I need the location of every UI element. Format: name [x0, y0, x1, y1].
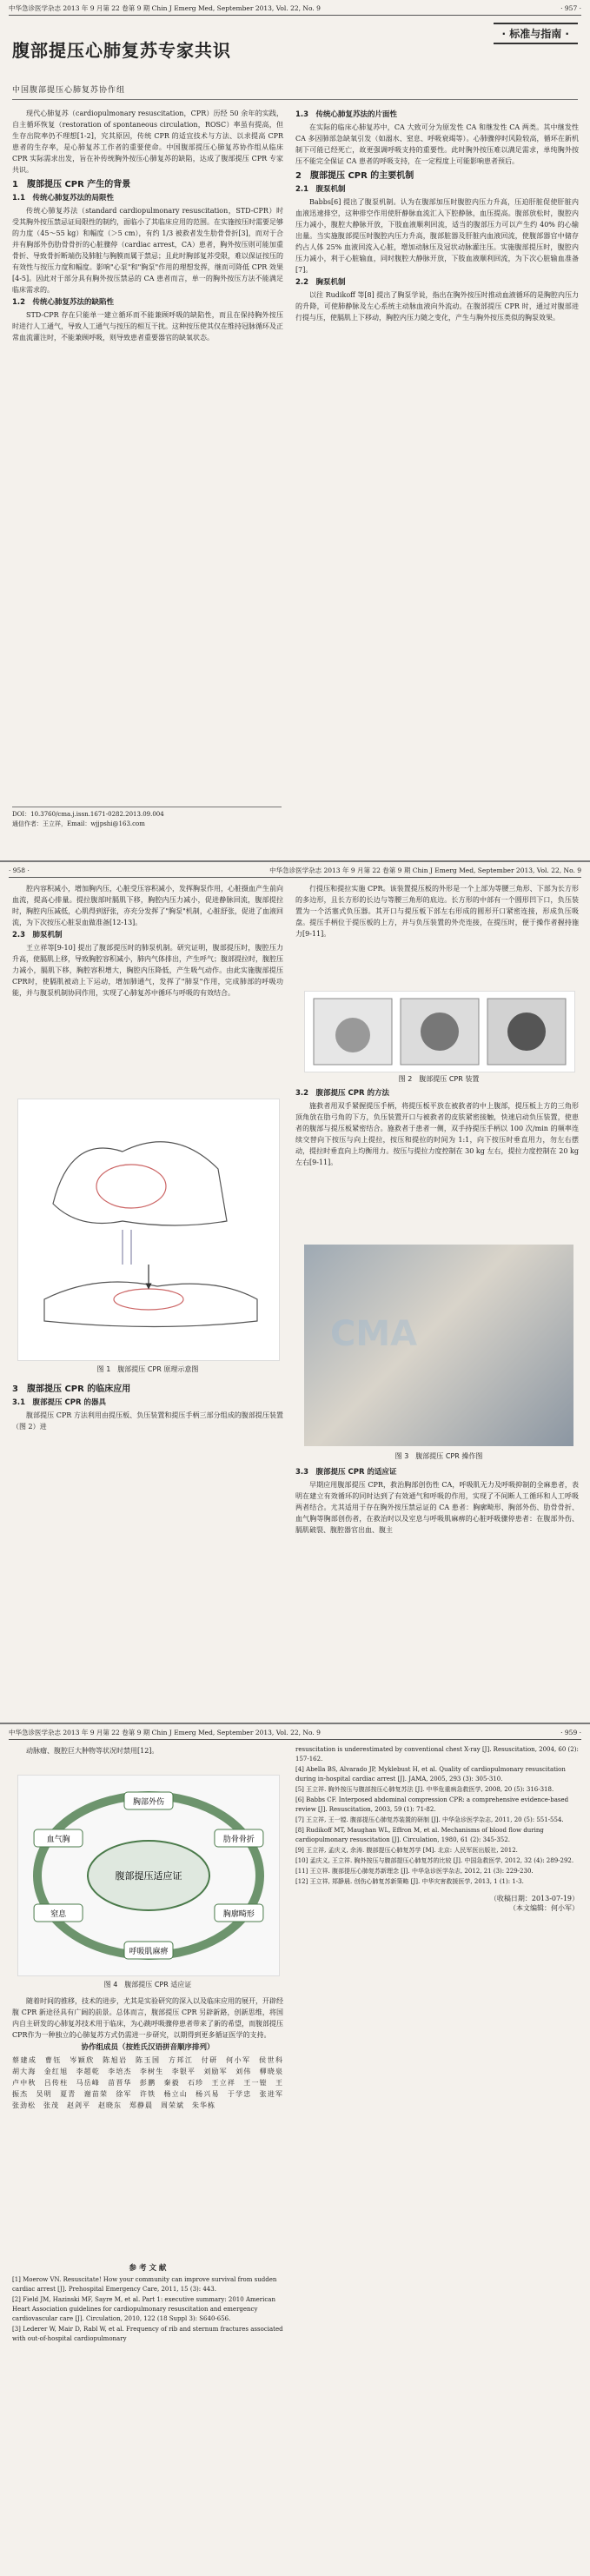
left-column-top: [12, 1745, 283, 1771]
right-column: [295, 108, 579, 855]
body-paragraph: Babbs[6] 提出了腹泵机制。认为在腹部加压时腹腔内压力升高，压迫肝脏促使肝脏内血液迅速排空，这种排空作用使肝静脉血流汇入下腔静脉，血压提高。腹部放松时，腹腔内压力减小，腹腔大静脉开放，下肢血液顺利回流，适当的腹部压力可以产生约 40% 的心输出量。当实施腹部提压时腹腔内压力升高，腹部脏器及肝脏内血液回流，使腹部器官中储存约占人体 25% 血液回流入心脏，增加动脉压及冠状动脉灌注压。实施腹部提压时，腹腔内压力减小，利于心脏输血，同时腹腔大静脉开放，下肢血液顺利回流，为下次心脏输血准备[7]。: [295, 198, 579, 274]
reference-item: [7] 王立祥, 王一镗. 腹部提压心肺复苏装置的研制 [J]. 中华急诊医学杂志, 2011, 20 (5): 551-554.: [295, 1816, 564, 1823]
subsection-heading: 2.3 肺泵机制: [12, 931, 63, 939]
running-header: [9, 1727, 581, 1740]
indication-label: 肋骨骨折: [222, 1836, 255, 1844]
figure-1-caption: 图 1 腹部提压 CPR 原理示意图: [96, 1365, 199, 1373]
section-tag: · 标准与指南 ·: [494, 23, 578, 44]
principle-illustration: [18, 1099, 279, 1360]
page-number: · 958 ·: [9, 866, 30, 874]
body-paragraph: 传统心肺复苏法（standard cardiopulmonary resuscitation，STD-CPR）时受其胸外按压禁忌证局限性的制约，面临小了其临床应用的范围。在实施按压时需要足够的力度（45～55 kg）和幅度（＞5 cm），有约 1/3 被救者发生肋骨骨折[3]，而对于合并有胸部外伤肋骨骨折的心脏骤停（cardiac arrest，CA）患者，胸外按压则可能加重骨折、导致骨折断端伤及肺脏与胸膜而属于禁忌；且此时胸部复苏受限，难以保证按压的有效性与按压力度和幅度。影响"心泵"和"胸泵"作用的理想发挥，继而可降低 CPR 效果[4-5]。因此对于部分具有胸外按压禁忌的 CA 患者而言，单一的胸外按压方法不能满足临床需求的。: [12, 207, 283, 294]
body-paragraph: 行提压和提拉实施 CPR。该装置提压板的外形是一个上部为等腰三角形、下部为长方形的多边形，且长方形的长边与等腰三角形的底边。长方形的中部有一个圆形凹下口，负压装置为一个活塞式负压器。其开口与提压板下部左右形成的圆形开口紧密连接，形成负压吸盘。提压手柄位于提压板的上方，并与负压装置的外壳连接，在提压时，便于操作者握持施力[9-11]。: [295, 885, 579, 938]
page-958: [0, 862, 590, 1723]
body-paragraph: STD-CPR 存在只能单一建立循环而不能兼顾呼吸的缺陷性，而且在保持胸外按压时进行人工通气，导致人工通气与按压的相互干扰。这种按压使其仅在维持冠脉循环及正常血流灌注时，不能兼顾呼吸，则导致患者重要器官的缺氧状态。: [12, 311, 283, 342]
left-column-top: [12, 883, 283, 1092]
right-column-bottom: [295, 1465, 579, 1717]
watermark-logo: CMA: [330, 1314, 418, 1354]
journal-citation: 中华急诊医学杂志 2013 年 9 月第 22 卷第 9 期 Chin J Emerg Med, September 2013, Vol. 22, No. 9: [9, 1729, 321, 1736]
subsection-heading: 2.2 胸泵机制: [295, 278, 346, 287]
footnote: DOI：10.3760/cma.j.issn.1671-0282.2013.09.004 通信作者：王立祥，Email：wjjpshi@163.com: [12, 807, 282, 829]
body-paragraph: 在实际的临床心肺复苏中，CA 大致可分为原发性 CA 和继发性 CA 两类。其中继发性 CA 多因肺部急缺氧引发（如溺水、窒息、呼吸衰竭等）。心肺骤停时风险较高，循环在新机制下可能已经死亡，故更强调呼吸支持的重要性。此时胸外按压难以满足需求，单纯胸外按压不能完全保证 CA 患者的呼吸支持，在一定程度上可能影响患者预后。: [295, 123, 579, 165]
references-right: [295, 1745, 579, 2562]
indication-label: 胸廓畸形: [222, 1910, 255, 1919]
body-paragraph: 施救者用双手紧握提压手柄，将提压板平放在被救者的中上腹部，提压板上方的三角形顶角放在肋弓角的下方，负压装置开口与被救者的皮肤紧密接触，快速启动负压装置，使患者的腹部与提压板紧密结合。施救者于患者一侧，双手持提压手柄以 100 次/min 的频率连续交替向下按压与向上提拉，按压和提拉的时间为 1:1，向下按压时垂直用力，勿左右摆动，提拉时垂直向上均衡用力。按压与提拉力度控制在 30 kg 左右，提拉力度控制在 20 kg 左右[9-11]。: [295, 1102, 579, 1166]
diagram-center-label: 腹部提压适应证: [115, 1870, 182, 1882]
reference-list: [295, 1745, 579, 1887]
left-column: [12, 108, 283, 803]
subsection-heading: 1.3 传统心肺复苏法的片面性: [295, 110, 398, 119]
figure-4-indications-diagram: [17, 1775, 280, 1976]
page-number: · 959 ·: [560, 1729, 581, 1736]
figure-2-caption: 图 2 腹部提压 CPR 装置: [398, 1075, 480, 1083]
indication-label: 血气胸: [46, 1836, 70, 1844]
running-header: [9, 865, 581, 878]
member-list: 蔡建成 曹钰 岑颖欣 陈旭岩 陈玉国 方邦江 付研 何小军 侯世科 胡大海 金红旭 李超乾 李培杰 李树生 李银平 刘励军 刘伟 柳晓泉 卢中秋 吕传柱 马岳峰 苗晋华 彭鹏 秦毅 石珍 王立祥 王一镗 王振杰 吴明 夏青 谢苗荣 徐军 许铁 杨立山 杨兴易 于学忠 张进军 张劲松 张茂 赵剑平 赵晓东 郑静晨 周荣斌 朱华栋: [12, 2056, 291, 2109]
article-title: 腹部提压心肺复苏专家共识: [12, 40, 231, 61]
reference-item: [9] 王立祥, 孟庆义, 余涛. 腹部提压心肺复苏学 [M]. 北京: 人民军医出版社, 2012.: [295, 1847, 518, 1854]
reference-item: [6] Babbs CF. Interposed abdominal compression CPR: a comprehensive evidence-based review [J]. Resuscitation, 2003, 59 (1): 71-82.: [295, 1796, 569, 1813]
indication-label: 呼吸肌麻痹: [129, 1948, 169, 1956]
figure-4-caption: 图 4 腹部提压 CPR 适应证: [103, 1981, 192, 1988]
figure-1-principle-diagram: [17, 1099, 280, 1361]
subsection-heading: 2.1 腹泵机制: [295, 185, 346, 194]
author-group: 中国腹部提压心肺复苏协作组: [12, 86, 126, 95]
journal-citation: 中华急诊医学杂志 2013 年 9 月第 22 卷第 9 期 Chin J Emerg Med, September 2013, Vol. 22, No. 9: [269, 866, 581, 874]
subsection-heading: 1.1 传统心肺复苏法的局限性: [12, 194, 115, 202]
group-title: 协作组成员（按姓氏汉语拼音顺序排列）: [81, 2043, 215, 2052]
right-column-mid: [295, 1086, 579, 1239]
body-paragraph: 腔内容积减小，增加胸内压，心脏受压容积减小，发挥胸泵作用，心脏摄血产生前向血流，提高心排量。提拉腹部时膈肌下移，胸腔内压力减小，促进静脉回流，腹部提拉时，胸腔内压减低，心肌得到舒张，亦充分发挥了"胸泵"机制，心脏舒张，促进了血液回流，为下次按压心脏泵血做准备[12-13]。: [12, 885, 283, 926]
reference-item: resuscitation is underestimated by conventional chest X-ray [J]. Resuscitation, 2004, 60 (2): 157-162.: [295, 1746, 579, 1763]
references-title: 参 考 文 献: [129, 2264, 167, 2273]
left-column-mid: [12, 1995, 291, 2256]
body-paragraph: 以往 Rudikoff 等[8] 提出了胸泵学说，指出在胸外按压时推动血液循环的是胸腔内压力的升降，可使肺静脉及左心系统主动脉血液向外流动。在腹部提压 CPR 时，通过对腹部进行提与压，使膈肌上下移动，胸腔内压力随之变化，产生与胸外按压类似的胸泵效果。: [295, 291, 579, 322]
subsection-heading: 1.2 传统心肺复苏法的缺陷性: [12, 298, 115, 307]
title-divider: [12, 99, 578, 100]
page-957: [0, 0, 590, 860]
reference-item: [8] Rudikoff MT, Maughan WL, Effron M, et al. Mechanisms of blood flow during cardiopulmonary resuscitation [J]. Circulation, 1980, 61 (2): 345-352.: [295, 1827, 544, 1843]
reference-list: [12, 2275, 283, 2344]
section-heading: 3 腹部提压 CPR 的临床应用: [12, 1384, 131, 1394]
journal-citation: 中华急诊医学杂志 2013 年 9 月第 22 卷第 9 期 Chin J Emerg Med, September 2013, Vol. 22, No. 9: [9, 4, 321, 12]
reference-item: [4] Abella BS, Alvarado JP, Myklebust H, et al. Quality of cardiopulmonary resuscitation during in-hospital cardiac arrest [J]. JAMA, 2005, 293 (3): 305-310.: [295, 1766, 566, 1783]
indication-label: 胸部外伤: [132, 1798, 165, 1807]
section-heading: 1 腹部提压 CPR 产生的背景: [12, 180, 131, 189]
reference-item: [2] Field JM, Hazinski MF, Sayre M, et al. Part 1: executive summary: 2010 American Heart Association guidelines for cardiopulmonary resuscitation and emergency cardiovascular care [J]. Circulation, 2010, 122 (18 Suppl 3): S640-656.: [12, 2296, 275, 2322]
editor-note: （本文编辑：何小军）: [509, 1904, 579, 1912]
body-paragraph: 动脉瘤、腹腔巨大肿物等状况时禁用[12]。: [26, 1747, 159, 1755]
body-paragraph: 腹部提压 CPR 方法利用由提压板、负压装置和提压手柄三部分组成的腹部提压装置（图 2）进: [12, 1411, 283, 1431]
figure-3-operation-photo: [304, 1245, 573, 1446]
figure-2-device: [304, 991, 575, 1072]
reference-item: [5] 王立祥. 胸外按压与腹部按压心肺复苏法 [J]. 中华危重病急救医学, 2008, 20 (5): 316-318.: [295, 1786, 554, 1793]
received-date: （收稿日期：2013-07-19）: [489, 1895, 579, 1902]
right-column-top: [295, 883, 579, 986]
subsection-heading: 3.1 腹部提压 CPR 的器具: [12, 1398, 106, 1407]
figure-3-caption: 图 3 腹部提压 CPR 操作图: [394, 1452, 483, 1460]
indication-label: 窒息: [50, 1910, 67, 1919]
body-paragraph: 王立祥等[9-10] 提出了腹部提压时的肺泵机制。研究证明，腹部提压时，腹腔压力升高，使膈肌上移，导致胸腔容积减小，肺内气体排出，产生呼气；腹部提拉时，腹腔压力减小，膈肌下移，胸腔容积增大，胸腔内压降低，产生吸气动作。由此实施腹部提压CPR时，使膈肌被动上下运动，增加肺通气，发挥了"肺泵"作用，完成肺部的呼吸功能，并与腹泵机制协同作用，实现了心肺复苏中循环与呼吸的有效结合。: [12, 944, 283, 997]
page-number: · 957 ·: [560, 4, 581, 12]
section-heading: 2 腹部提压 CPR 的主要机制: [295, 171, 414, 181]
references-left: [12, 2261, 283, 2566]
intro-paragraph: 现代心肺复苏（cardiopulmonary resuscitation，CPR）历经 50 余年的实践，自主循环恢复（restoration of spontaneous circulation，ROSC）率虽有提高，但生存出院率仍不理想[1-2]，究其原因，传统 CPR 的适宜技术与方法、以求提高 CPR 患者的生存率，是心肺复苏工作者的重要使命。中国腹部提压心肺复苏协作组从临床 CPR 实际需求出发，旨在补传统胸外按压心肺复苏的缺陷，达成了腹部提压 CPR 专家共识。: [12, 110, 283, 174]
reference-item: [11] 王立祥. 腹部提压心肺复苏新理念 [J]. 中华急诊医学杂志, 2012, 21 (3): 229-230.: [295, 1868, 534, 1875]
reference-item: [3] Lederer W, Mair D, Rabl W, et al. Frequency of rib and sternum fractures associated with out-of-hospital cardiopulmonary: [12, 2326, 283, 2342]
conclusion-paragraph: 随着时间的推移，技术的进步，尤其是实验研究的深入以及临床应用的展开，开辟经腹 CPR 新途径具有广阔的前景。总体而言，腹部提压 CPR 另辟新路，创新思维，将国内自主研发的心肺复苏技术用于临床，为心跳呼吸骤停患者带来了新的希望，而腹部提压CPR作为一种独立的心肺复苏方式仍需进一步研究，以期得到更多循证医学的支持。: [12, 1997, 283, 2039]
page-959: [0, 1724, 590, 2576]
subsection-heading: 3.2 腹部提压 CPR 的方法: [295, 1089, 389, 1098]
running-header: [9, 3, 581, 16]
reference-item: [1] Moerow VN. Resuscitate! How your community can improve survival from sudden cardiac arrest [J]. Prehospital Emergency Care, 2011, 15 (3): 443.: [12, 2276, 277, 2293]
reference-item: [12] 王立祥, 郑静晨. 创伤心肺复苏新策略 [J]. 中华灾害救援医学, 2013, 1 (1): 1-3.: [295, 1878, 524, 1885]
left-column-bottom: [12, 1380, 283, 1710]
body-paragraph: 早期应用腹部提压 CPR，救治胸部创伤性 CA，呼吸肌无力及呼吸抑制的全麻患者，表明在建立有效循环的同时达到了有效通气和呼吸的作用，实现了不间断人工循环和人工呼吸两者结合。尤其适用于存在胸外按压禁忌证的 CA 患者：胸廓畸形、胸部外伤、肋骨骨折、血气胸等胸部创伤者，在救治时以及室息与呼吸肌麻痹的心脏呼吸骤停患者：在腹部外伤、膈肌破裂、腹腔器官出血、腹主: [295, 1481, 579, 1534]
subsection-heading: 3.3 腹部提压 CPR 的适应证: [295, 1468, 397, 1477]
reference-item: [10] 孟庆义, 王立祥. 胸外按压与腹部提压心肺复苏的比较 [J]. 中国急救医学, 2012, 32 (4): 289-292.: [295, 1857, 574, 1864]
